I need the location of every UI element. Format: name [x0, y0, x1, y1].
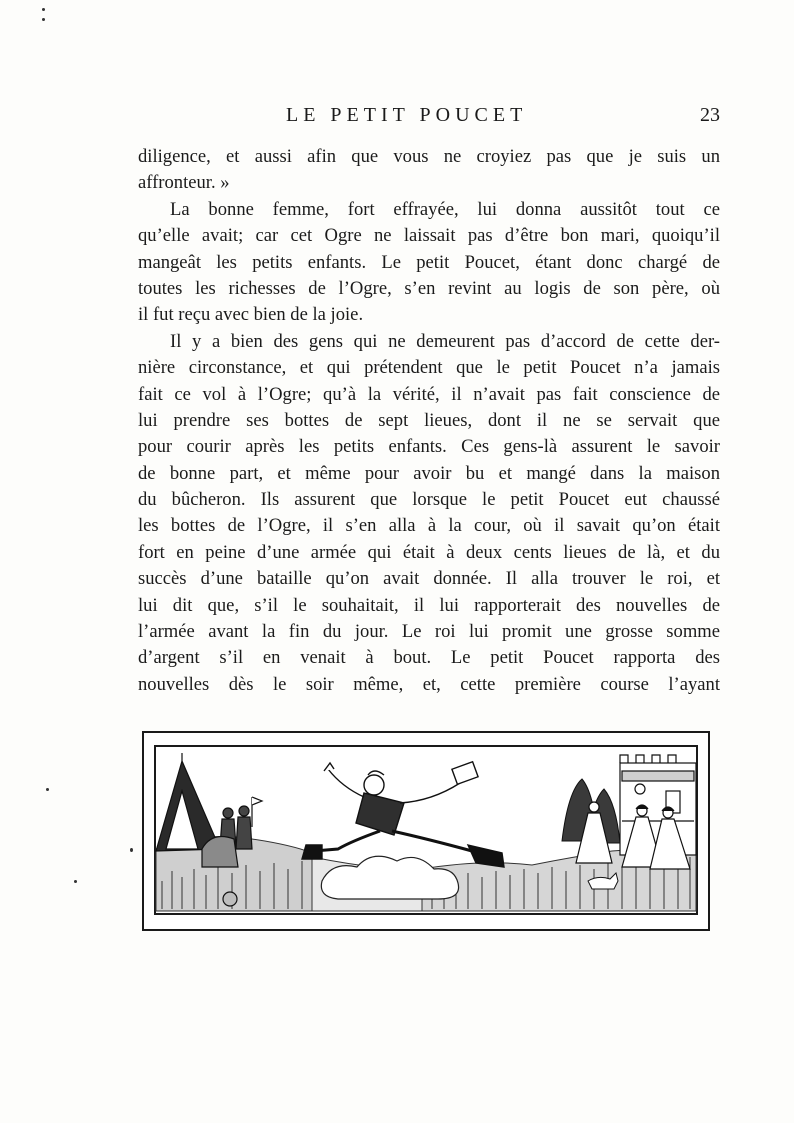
running-title: LE PETIT POUCET [286, 104, 528, 126]
text-line: les bottes de l’Ogre, il s’en alla à la cour, où il savait qu’on était [138, 515, 720, 537]
running-head [138, 104, 720, 134]
paper-speck [42, 18, 45, 21]
text-line: Il y a bien des gens qui ne demeurent pas d’accord de cette der- [170, 330, 720, 352]
illustration [142, 731, 710, 931]
illustration-drawing [142, 731, 710, 931]
text-line: lui prendre ses bottes de sept lieues, dont il ne se servait que [138, 409, 720, 431]
text-line: mangeât les petits enfants. Le petit Poucet, étant donc chargé de [138, 251, 720, 273]
paper-speck [46, 788, 49, 791]
text-line: affronteur. » [138, 172, 230, 194]
text-line: il fut reçu avec bien de la joie. [138, 304, 364, 326]
text-line: nière circonstance, et qui prétendent que le petit Poucet n’a jamais [138, 357, 720, 379]
text-line: nouvelles dès le soir même, et, cette première course l’ayant [138, 673, 720, 695]
text-line: de bonne part, et même pour avoir bu et mangé dans la maison [138, 462, 720, 484]
text-line: diligence, et aussi afin que vous ne croyiez pas que je suis un [138, 146, 720, 167]
text-line: pour courir après les petits enfants. Ces gens-là assurent le savoir [138, 436, 720, 458]
paper-speck [130, 848, 133, 852]
text-line: fort en peine d’une armée qui était à deux cents lieues de là, et du [138, 541, 720, 563]
text-line: du bûcheron. Ils assurent que lorsque le petit Poucet eut chaussé [138, 489, 720, 511]
text-line: d’argent s’il en venait à bout. Le petit Poucet rapporta des [138, 647, 720, 669]
text-line: La bonne femme, fort effrayée, lui donna aussitôt tout ce [170, 198, 720, 220]
text-line: qu’elle avait; car cet Ogre ne laissait pas d’être bon mari, quoiqu’il [138, 225, 720, 247]
body-text [138, 144, 720, 698]
text-line: toutes les richesses de l’Ogre, s’en revint au logis de son père, où [138, 277, 720, 299]
text-line: l’armée avant la fin du jour. Le roi lui promit une grosse somme [138, 621, 720, 643]
text-line: succès d’une bataille qu’on avait donnée. Il alla trouver le roi, et [138, 568, 720, 590]
text-line: lui dit que, s’il le souhaitait, il lui rapporterait des nouvelles de [138, 594, 720, 616]
text-line: fait ce vol à l’Ogre; qu’à la vérité, il n’avait pas fait conscience de [138, 383, 720, 405]
page-number: 23 [700, 104, 720, 126]
paper-speck [74, 880, 77, 883]
paper-speck [42, 8, 45, 11]
